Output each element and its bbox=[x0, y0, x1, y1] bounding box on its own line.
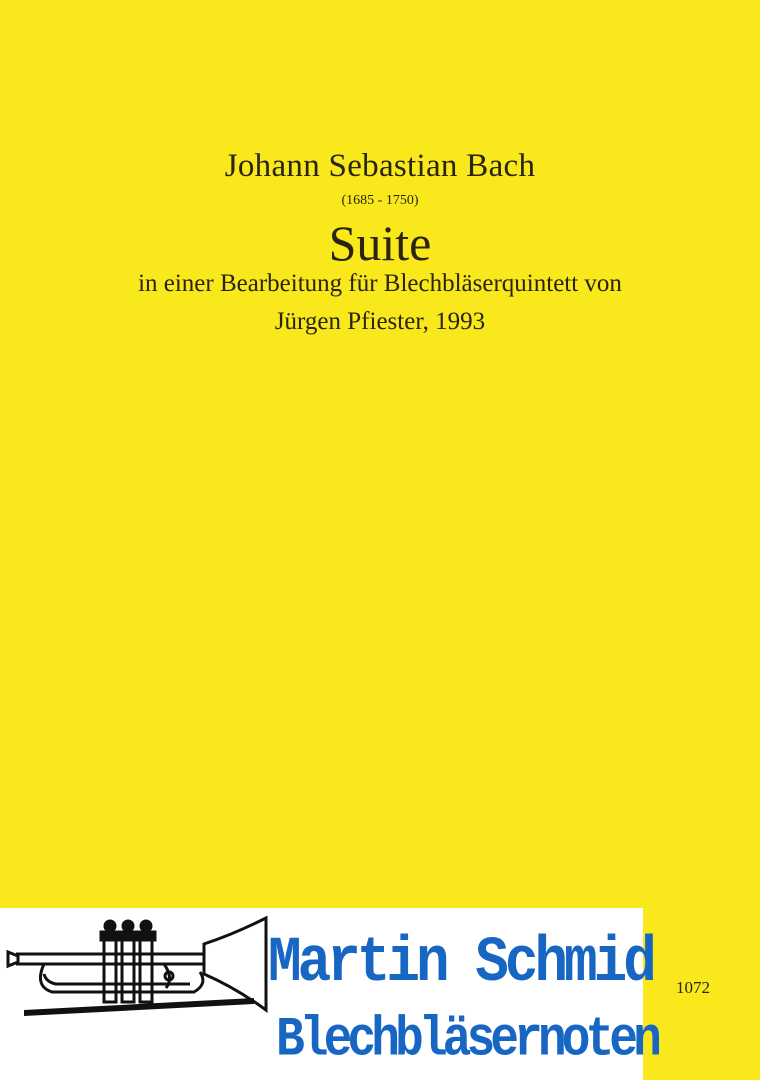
publisher-subtitle: Blechbläsernoten bbox=[276, 1009, 657, 1072]
arranger-credit: Jürgen Pfiester, 1993 bbox=[274, 308, 486, 335]
composer-name: Johann Sebastian Bach bbox=[224, 148, 536, 184]
publisher-name: Martin Schmid bbox=[268, 926, 653, 1000]
arrangement-description: in einer Bearbeitung für Blechbläserquintett von bbox=[138, 270, 622, 297]
publisher-logo-panel bbox=[0, 908, 657, 1080]
work-title: Suite bbox=[328, 215, 432, 271]
catalog-number: 1072 bbox=[676, 978, 710, 997]
composer-dates: (1685 - 1750) bbox=[341, 193, 419, 208]
trumpet-icon bbox=[4, 914, 274, 1024]
